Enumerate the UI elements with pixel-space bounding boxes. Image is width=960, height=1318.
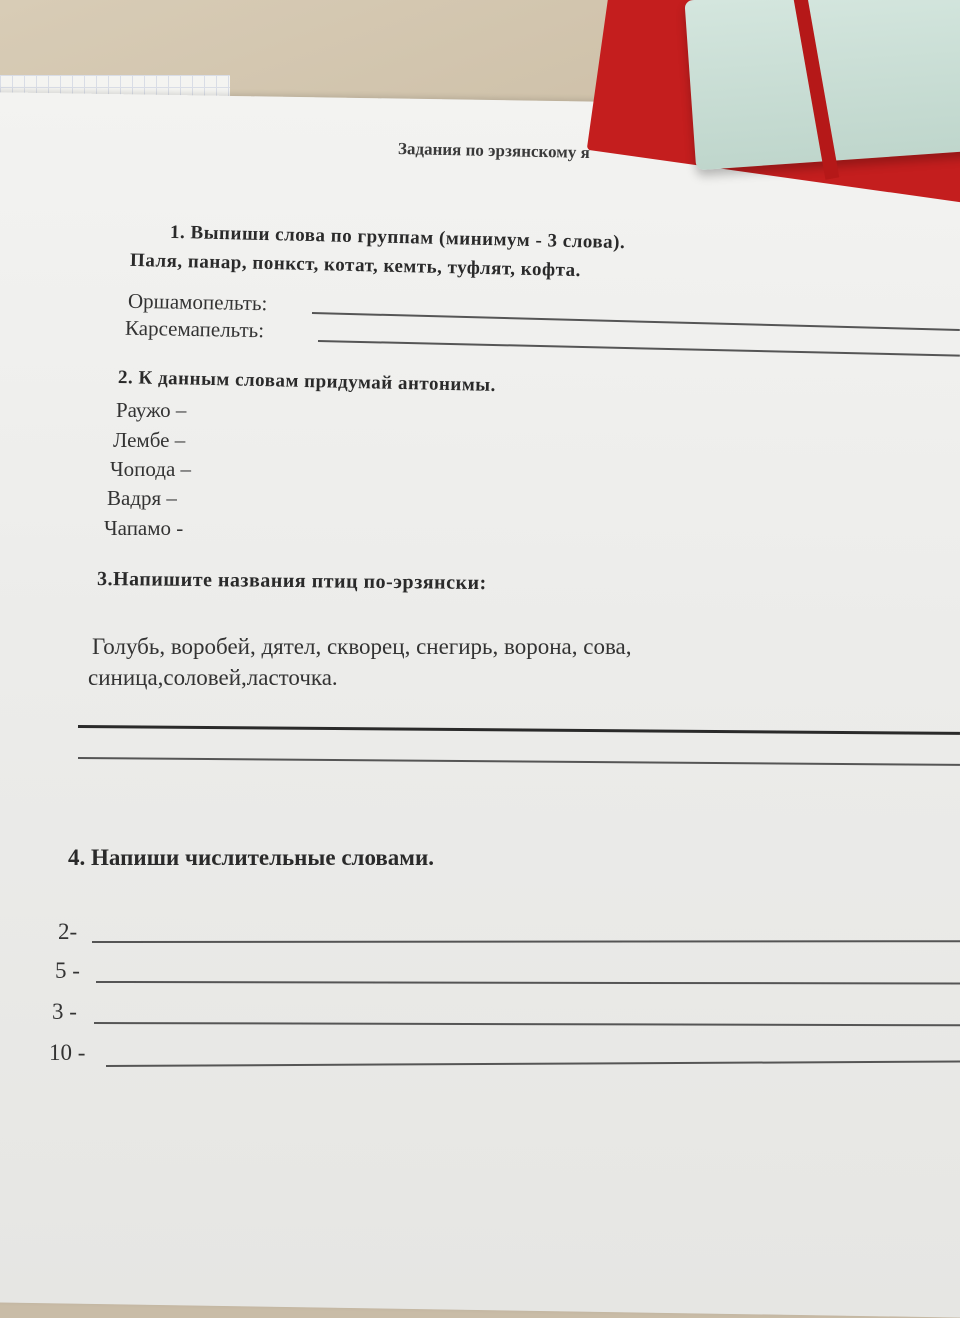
task1-group-label: Карсемапельть: [124, 315, 265, 343]
task1-words: Паля, панар, понкст, котат, кемть, туфлят, кофта. [129, 249, 582, 282]
numeral-item: 3 - [52, 999, 77, 1024]
worksheet-header: Задания по эрзянскому я [397, 138, 590, 163]
task3-title: 3.Напишите названия птиц по-эрзянски: [96, 567, 487, 595]
task1-group-label: Оршамопельть: [127, 288, 268, 316]
task1-title: 1. Выпиши слова по группам (минимум - 3 слова). [169, 221, 626, 254]
task3-line: синица,соловей,ласточка. [88, 665, 338, 690]
numeral-item: 5 - [55, 958, 80, 983]
antonym-item: Вадря – [107, 486, 177, 510]
antonym-item: Лембе – [113, 428, 186, 452]
numeral-item: 10 - [49, 1040, 86, 1065]
numeral-item: 2- [58, 919, 78, 944]
task4-title: 4. Напиши числительные словами. [68, 845, 434, 870]
antonym-item: Раужо – [116, 398, 187, 422]
antonym-item: Чапамо - [104, 516, 184, 540]
task3-line: Голубь, воробей, дятел, скворец, снегирь, ворона, сова, [92, 634, 632, 659]
antonym-item: Чопода – [110, 457, 192, 481]
task2-title: 2. К данным словам придумай антонимы. [117, 367, 497, 396]
